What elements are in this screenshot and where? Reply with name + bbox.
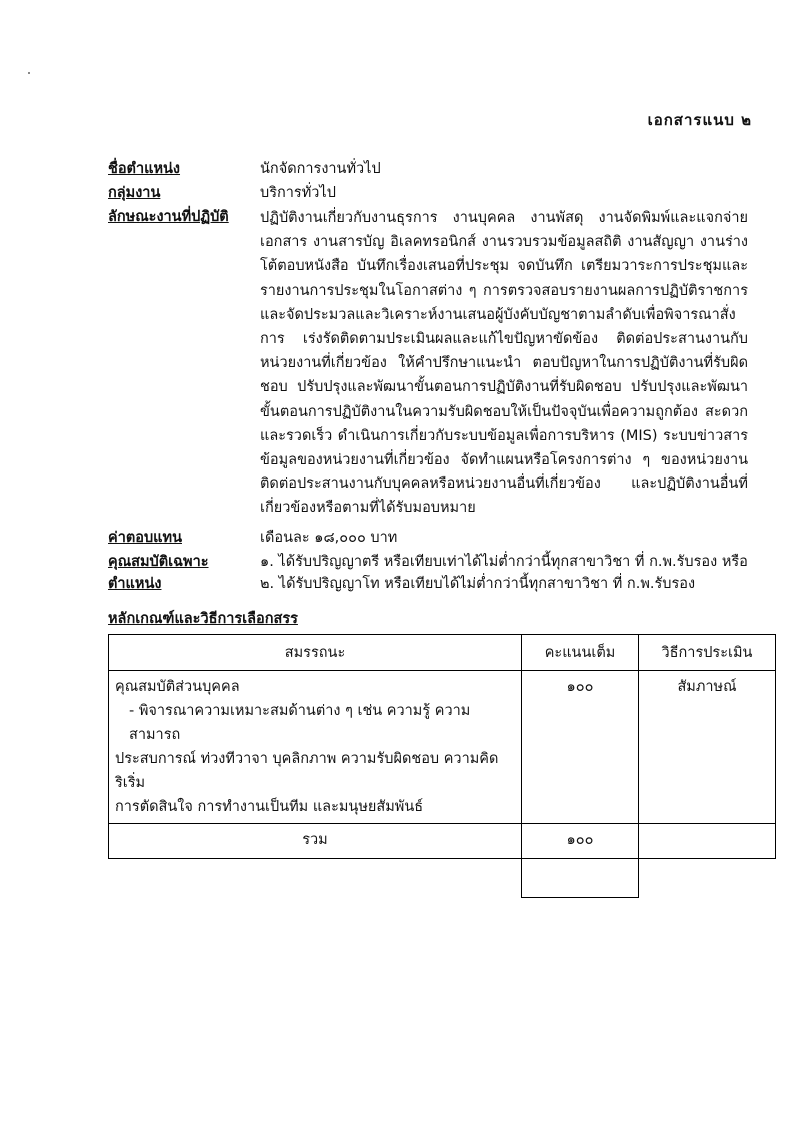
tail-cell-empty-right [639,858,776,897]
field-value-compensation: เดือนละ ๑๘,๐๐๐ บาท [260,529,398,546]
document-body [108,158,753,898]
competency-line: การตัดสินใจ การทำงานเป็นทีม และมนุษยสัมพันธ์ [115,798,424,815]
column-header-competency: สมรรถนะ [109,634,522,670]
field-position-name [108,158,748,180]
table-row [109,670,776,823]
field-label-position-name: ชื่อตำแหน่ง [108,161,181,177]
field-value-qualifications [260,551,748,595]
competency-line: - พิจารณาความเหมาะสมด้านต่าง ๆ เช่น ความรู้ ความสามารถ [129,702,471,743]
competency-title: คุณสมบัติส่วนบุคคล [115,678,240,695]
field-label-work-group: กลุ่มงาน [108,185,161,201]
cell-competency [109,670,522,823]
qualification-item: ๑. ได้รับปริญญาตรี หรือเทียบเท่าได้ไม่ต่ำกว่านี้ทุกสาขาวิชา ที่ ก.พ.รับรอง หรือ [260,553,748,570]
document-attachment-label: เอกสารแนบ ๒ [647,111,752,129]
tail-cell-score-extension [522,858,639,897]
criteria-table [108,634,776,898]
field-label-qualifications: คุณสมบัติเฉพาะตำแหน่ง [108,553,209,592]
column-header-method: วิธีการประเมิน [639,634,776,670]
total-method [639,823,776,858]
criteria-heading: หลักเกณฑ์และวิธีการเลือกสรร [108,610,298,627]
qualification-item: ๒. ได้รับปริญญาโท หรือเทียบได้ไม่ต่ำกว่านี้ทุกสาขาวิชา ที่ ก.พ.รับรอง [260,575,696,592]
field-value-duties [260,206,748,521]
field-label-compensation: ค่าตอบแทน [108,529,182,546]
tail-cell-empty-left [109,858,522,897]
field-label-duties: ลักษณะงานที่ปฏิบัติ [108,209,229,225]
total-score: ๑๐๐ [522,823,639,858]
cell-score: ๑๐๐ [522,670,639,823]
field-value-position-name: นักจัดการงานทั่วไป [260,161,381,177]
field-work-group [108,182,748,204]
field-compensation [108,527,748,549]
scan-speck [28,72,30,74]
competency-line: ประสบการณ์ ท่วงทีวาจา บุคลิกภาพ ความรับผิดชอบ ความคิดริเริ่ม [115,750,499,791]
criteria-table-body [109,670,776,897]
criteria-table-head [109,634,776,670]
duties-paragraph: ปฏิบัติงานเกี่ยวกับงานธุรการ งานบุคคล งานพัสดุ งานจัดพิมพ์และแจกจ่ายเอกสาร งานสารบัญ อิเลคทรอนิกส์ งานรวบรวมข้อมูลสถิติ งานสัญญา งานร่างโต้ตอบหนังสือ บันทึกเรื่องเสนอที่ประชุม จดบันทึก เตรียมวาระการประชุมและรายงานการประชุมในโอกาสต่าง ๆ การตรวจสอบรายงานผลการปฏิบัติราชการและจัดประมวลและวิเคราะห์งานเสนอผู้บังคับบัญชาตามลำดับเพื่อพิจารณาสั่งการ เร่งรัดติดตามประเมินผลและแก้ไขปัญหาขัดข้อง ติดต่อประสานงานกับหน่วยงานที่เกี่ยวข้อง ให้คำปรึกษาแนะนำ ตอบปัญหาในการปฏิบัติงานที่รับผิดชอบ ปรับปรุงและพัฒนาขั้นตอนการปฏิบัติงานที่รับผิดชอบ ปรับปรุงและพัฒนาขั้นตอนการปฏิบัติงานในความรับผิดชอบให้เป็นปัจจุบันเพื่อความถูกต้อง สะดวกและรวดเร็ว ดำเนินการเกี่ยวกับระบบข้อมูลเพื่อการบริหาร (MIS) ระบบข่าวสารข้อมูลของหน่วยงานที่เกี่ยวข้อง จัดทำแผนหรือโครงการต่าง ๆ ของหน่วยงาน ติดต่อประสานงานกับบุคคลหรือหน่วยงานอื่นที่เกี่ยวข้อง และปฏิบัติงานอื่นที่เกี่ยวข้องหรือตามที่ได้รับมอบหมาย [260,210,748,517]
table-header-row [109,634,776,670]
total-label: รวม [109,823,522,858]
field-value-work-group: บริการทั่วไป [260,185,336,201]
table-tail-row [109,858,776,897]
cell-method: สัมภาษณ์ [639,670,776,823]
field-duties [108,206,748,521]
table-total-row [109,823,776,858]
field-qualifications [108,551,748,595]
column-header-full-score: คะแนนเต็ม [522,634,639,670]
